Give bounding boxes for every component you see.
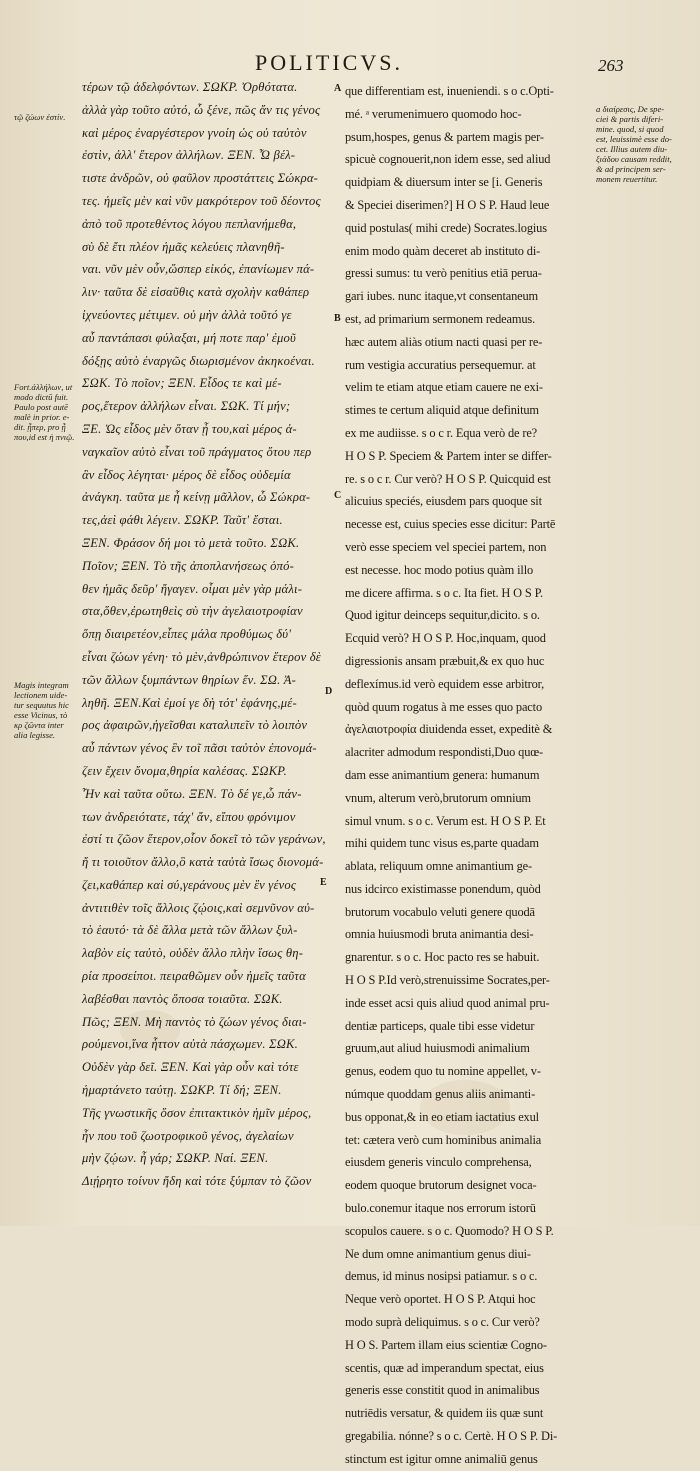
text-line: ὅπῃ διαιρετέον,εἶπες μάλα προθύμως δύ' <box>82 627 292 642</box>
text-line: ρία προσείποι. πειραθῶμεν οὖν ἡμεῖς ταῦτα <box>82 969 306 984</box>
text-line: malè in prior. e- <box>14 412 70 422</box>
text-line: ΣΩΚ. Τὸ ποῖον; ΞΕΝ. Εἶδος τε καὶ μέ- <box>82 376 282 391</box>
text-line: λιν· ταῦτα δὲ εἰσαῦθις κατὰ σχολὴν καθάπερ <box>82 285 310 300</box>
text-line: στα,ὅθεν,ἐρωτηθεὶς σὺ τὴν ἀγελαιοτροφίαν <box>82 604 303 619</box>
text-line: Διῄρητο τοίνυν ἤδη καὶ τότε ξύμπαν τὸ ζῶον <box>82 1174 312 1189</box>
text-line: ναι. νῦν μὲν οὖν,ὥσπερ εἰκός, ἐπανίωμεν πά- <box>82 262 315 277</box>
text-line: ἦν που τοῦ ζωοτροφικοῦ γένος, ἀγελαίων <box>82 1128 294 1143</box>
text-line: τῶν ἄλλων ξυμπάντων θηρίων ἕν. ΣΩ. Ἀ- <box>82 672 297 687</box>
text-line: εἶναι ζώων γένη· τὸ μὲν,ἀνθρώπινον ἕτερον δὲ <box>82 649 321 664</box>
running-title: POLITICVS. <box>255 50 403 75</box>
text-line: ἐστί τι ζῶον ἕτερον,οἷον δοκεῖ τὸ τῶν γεράνων, <box>82 832 326 847</box>
text-line: dam esse animantium genera: humanum <box>345 767 540 782</box>
text-line: ξιάδου causam reddit, <box>596 154 672 164</box>
text-line: ζειν ἔχειν ὄνομα,θηρία καλέσας. ΣΩΚΡ. <box>82 763 287 778</box>
text-line: Quod igitur deinceps sequitur,dicito. s o. <box>345 608 540 623</box>
text-line: Τῆς γνωστικῆς ὅσον ἐπιτακτικὸν ἡμῖν μέρος, <box>82 1105 312 1120</box>
text-line: mine. quod, si quod <box>596 124 664 134</box>
text-line: cet. Illius autem diu- <box>596 144 668 154</box>
text-line: gnarentur. s o c. Hoc pacto res se habuit. <box>345 950 540 965</box>
text-line: simul vnum. s o c. Verum est. H O S P. Et <box>345 813 546 828</box>
text-line: Fort.ἀλλήλων, ut <box>14 382 73 392</box>
text-line: κρ ζῶντα inter <box>14 720 64 730</box>
text-line: genus, eodem quo tu nomine appellet, v- <box>345 1064 541 1079</box>
text-line: quòd quum rogatus à me esses quo pacto <box>345 699 542 714</box>
text-line: gari iubes. nunc itaque,vt consentaneum <box>345 289 539 304</box>
section-marker-b: B <box>334 313 341 324</box>
text-line: dit. ᾗπερ, pro ᾗ <box>14 422 66 432</box>
page-number: 263 <box>598 56 624 75</box>
text-line: θεν ἡμᾶς δεῦρ' ἤγαγεν. οἶμαι μὲν γὰρ μάλι- <box>82 581 303 596</box>
text-line: digressionis ansam præbuit,& ex quo huc <box>345 653 545 668</box>
text-line: númque quoddam genus aliis animanti- <box>345 1087 536 1102</box>
text-line: H O S. Partem illam eius scientiæ Cogno- <box>345 1337 547 1352</box>
text-line: & ad principem ser- <box>596 164 666 174</box>
text-line: λαβὸν εἰς ταὐτὸ, οὐδὲν ἄλλο πλὴν ἴσως θη- <box>82 946 304 961</box>
text-line: re. s o c r. Cur verò? H O S P. Quicquid est <box>345 471 551 486</box>
text-line: monem reuertitur. <box>596 174 658 184</box>
text-line: ablata, reliquum omne animantium ge- <box>345 859 532 874</box>
text-line: generis esse constitit quod in animalibus <box>345 1383 540 1398</box>
text-line: alacriter admodum respondisti,Duo quœ- <box>345 745 544 760</box>
text-line: modo suprà deliquimus. s o c. Cur verò? <box>345 1315 540 1330</box>
text-line: bus opponat,& in eo etiam iactatius exul <box>345 1109 539 1124</box>
text-line: gruum,aut aliud huiusmodi animalium <box>345 1041 530 1056</box>
text-line: tur sequutus hic <box>14 700 69 710</box>
text-line: esse Vicinus, τὸ <box>14 710 68 720</box>
text-line: Ποῖον; ΞΕΝ. Τὸ τῆς ἀποπλανήσεως ὁπό- <box>82 558 295 573</box>
section-marker-c: C <box>334 490 342 501</box>
text-line: spicuè cognouerit,non idem esse, sed aliud <box>345 152 551 167</box>
text-line: Neque verò oportet. H O S P. Atqui hoc <box>345 1292 536 1307</box>
text-line: των ἀνδρειότατε, τάχ' ἄν, εἴπου φρόνιμον <box>82 809 296 824</box>
text-line: dentiæ particeps, quale tibi esse videtur <box>345 1018 535 1033</box>
text-line: vnum, alterum verò,brutorum omnium <box>345 790 531 805</box>
text-line: ἀπὸ τοῦ προτεθέντος λόγου πεπλανήμεθα, <box>82 216 297 231</box>
text-line: καὶ μέρος ἐναργέστερον γνοίη ὡς οὐ ταὐτὸν <box>82 125 307 140</box>
text-line: hæc autem aliàs otium nacti quasi per re- <box>345 334 543 349</box>
text-line: ἀντιτιθὲν τοῖς ἄλλοις ζῴοις,καὶ σεμνῦνον αὐ- <box>82 900 315 915</box>
text-line: Πῶς; ΞΕΝ. Μὴ παντὸς τὸ ζώων γένος διαι- <box>82 1014 307 1029</box>
text-line: velim te etiam atque etiam cauere ne exi- <box>345 380 543 395</box>
text-line: ρος,ἕτερον ἀλλήλων εἶναι. ΣΩΚ. Τί μήν; <box>82 399 291 414</box>
text-line: H O S P.Id verò,strenuissime Socrates,per- <box>345 973 550 988</box>
text-line: mihi quidem tunc visus es,parte quadam <box>345 836 539 851</box>
text-line: quid postulas( mihi crede) Socrates.logius <box>345 220 547 235</box>
text-line: eodem quoque brutorum designet voca- <box>345 1178 537 1193</box>
text-line: ἰχνεύοντες μέτιμεν. οὐ μὴν ἀλλὰ τοῦτό γε <box>82 307 292 322</box>
text-line: nus idcirco existimasse ponendum, quòd <box>345 881 541 896</box>
text-line: Ne dum omne animantium genus diui- <box>345 1246 531 1261</box>
text-line: Οὐδὲν γὰρ δεῖ. ΞΕΝ. Καὶ γὰρ οὖν καὶ τότε <box>82 1060 299 1075</box>
text-line: τέρων τῷ ἀδελφόντων. ΣΩΚΡ. Ὀρθότατα. <box>82 80 298 94</box>
text-line: mé. ᵃ verumenimuero quomodo hoc- <box>345 106 522 121</box>
text-line: quidpiam & diuersum inter se [i. Generis <box>345 175 543 190</box>
text-line: nutriēdis versatur, & quidem iis quæ sunt <box>345 1406 544 1421</box>
text-line: lectionem uide- <box>14 690 68 700</box>
text-line: ζει,καθάπερ καὶ σύ,γεράνους μὲν ἓν γένος <box>82 877 297 892</box>
text-line: stinctum est igitur omne animaliū genus <box>345 1451 538 1466</box>
text-line: enim modo quàm deceret ab instituto di- <box>345 243 541 258</box>
text-line: bulo.conemur itaque nos errorum istorū <box>345 1201 536 1216</box>
text-line: τιστε ἀνδρῶν, οὐ φαῦλον προστάττεις Σώκρα- <box>82 171 319 186</box>
text-line: psum,hospes, genus & partem magis per- <box>345 129 544 144</box>
text-line: & Speciei diserimen?] H O S P. Haud leue <box>345 197 550 212</box>
text-line: ἤ τι τοιοῦτον ἄλλο,ὃ κατὰ ταὐτὰ ἴσως διονομά- <box>82 855 324 870</box>
text-line: brutorum vocabulo veluti genere quodā <box>345 904 535 919</box>
text-line: demus, id minus nosipsi patiamur. s o c. <box>345 1269 538 1284</box>
text-line: ex me audiisse. s o c r. Equa verò de re? <box>345 425 538 440</box>
text-line: scopulos cauere. s o c. Quomodo? H O S P. <box>345 1223 554 1238</box>
text-line: ληθῆ. ΞΕΝ.Καὶ ἐμοί γε δὴ τότ' ἐφάνης,μέ- <box>82 695 297 710</box>
text-line: modo dictū fuit. <box>14 392 69 402</box>
text-line: necesse est, cuius species esse dicitur: Partē <box>345 517 556 532</box>
text-line: δόξῃς αὐτὸ ἐναργῶς διωρισμένον ἀκηκοέναι. <box>82 353 315 368</box>
text-line: eiusdem generis vinculo comprehensa, <box>345 1155 532 1170</box>
text-line: alicuius speciés, eiusdem pars quoque sit <box>345 494 542 509</box>
text-line: alia legisse. <box>14 730 56 740</box>
text-line: αὖ πάντων γένος ἓν τοῖ πᾶσι ταὐτὸν ἐπονομά- <box>82 741 317 756</box>
text-line: est, ad primarium sermonem redeamus. <box>345 311 536 326</box>
text-line: ΞΕΝ. Φράσον δή μοι τὸ μετὰ τοῦτο. ΣΩΚ. <box>82 535 300 550</box>
text-line: Ἦν καὶ ταῦτα οὕτω. ΞΕΝ. Τὸ δέ γε,ὦ πάν- <box>82 786 302 801</box>
left-margin-note <box>14 112 84 126</box>
text-line: est necesse. hoc modo potius quàm illo <box>345 562 534 577</box>
section-marker-e: E <box>320 877 327 888</box>
text-line: ἀγελαιοτροφία diuidenda esset, expeditè & <box>345 722 553 737</box>
text-line: gressi sumus: tu verò penitius etiā perua- <box>345 266 542 281</box>
text-line: ρούμενοι,ἵνα ἧττον αὐτὰ πάσχωμεν. ΣΩΚ. <box>82 1037 298 1052</box>
text-line: σὺ δὲ ἔτι πλέον ἡμᾶς κελεύεις πλανηθῆ- <box>82 239 285 254</box>
text-line: τες. ἡμεῖς μὲν καὶ νῦν μακρότερον τοῦ δέοντος <box>82 193 321 208</box>
text-line: ΞΕ. Ὡς εἶδος μὲν ὅταν ᾖ του,καὶ μέρος ἀ- <box>82 421 297 436</box>
text-line: ρος ἀφαιρῶν,ἡγεῖσθαι καταλιπεῖν τὸ λοιπὸν <box>82 718 308 733</box>
text-line: scentis, quæ ad imperandum spectat, eius <box>345 1360 544 1375</box>
text-line: αὖ παντάπασι φύλαξαι, μή ποτε παρ' ἐμοῦ <box>82 330 296 345</box>
text-line: λαβέσθαι παντὸς ὅποσα τοιαῦτα. ΣΩΚ. <box>82 991 283 1006</box>
text-line: τες,ἀεὶ φάθι λέγειν. ΣΩΚΡ. Ταῦτ' ἔσται. <box>82 513 283 528</box>
text-line: deflexímus.id verò equidem esse arbitror, <box>345 676 545 691</box>
text-line: τὸ ἑαυτό· τὰ δὲ ἄλλα μετὰ τῶν ἄλλων ξυλ- <box>82 923 298 938</box>
text-line: a διαίρεσις, De spe- <box>596 104 665 114</box>
text-line: verò esse speciem vel speciei partem, non <box>345 539 547 554</box>
text-line: Magis integram <box>14 680 69 690</box>
text-line: ciei & partis diferi- <box>596 114 664 124</box>
text-line: ἀλλὰ γὰρ τοῦτο αὐτό, ὦ ξένε, πῶς ἄν τις γένος <box>82 102 321 117</box>
text-line: stimes te certum aliquid atque definitum <box>345 403 539 418</box>
text-line: Paulo post autē <box>14 402 68 412</box>
text-line: gregabilia. nónne? s o c. Certè. H O S P. Di- <box>345 1429 558 1444</box>
text-line: est, leuissimè esse do- <box>596 134 672 144</box>
text-line: ἡμαρτάνετο ταύτῃ. ΣΩΚΡ. Τί δή; ΞΕΝ. <box>82 1083 282 1098</box>
text-line: ἂν εἶδος λέγηται· μέρος δὲ εἶδος οὐδεμία <box>82 467 291 482</box>
text-line: que differentiam est, inueniendi. s o c.Opti- <box>345 84 554 98</box>
text-line: inde esset acsi quis aliud quod animal pru- <box>345 995 550 1010</box>
left-margin-note <box>14 680 84 744</box>
left-margin-note <box>14 382 84 446</box>
right-margin-note <box>596 104 696 190</box>
text-line: τῷ ζώων ἐστίν. <box>14 112 66 122</box>
text-line: tet: cætera verò cum hominibus animalia <box>345 1132 542 1147</box>
text-line: ἐστὶν, ἀλλ' ἕτερον ἀλλήλων. ΞΕΝ. Ὦ βέλ- <box>82 148 296 163</box>
text-line: ναγκαῖον αὐτὸ εἶναι τοῦ πράγματος ὅτου περ <box>82 444 312 459</box>
section-marker-d: D <box>325 686 333 697</box>
text-line: που,id est ἡ πνιῷ. <box>14 432 75 442</box>
greek-text-column <box>82 76 334 1189</box>
text-line: me dicere affirma. s o c. Ita fiet. H O S P. <box>345 585 543 600</box>
text-line: rum vestigia accuratius persequemur. at <box>345 357 536 372</box>
text-line: H O S P. Speciem & Partem inter se differ- <box>345 448 552 463</box>
text-line: μὴν ζῴων. ἦ γάρ; ΣΩΚΡ. Ναί. ΞΕΝ. <box>82 1151 269 1166</box>
text-line: ἀνάγκη. ταῦτα με ἦ κείνῃ μᾶλλον, ὦ Σώκρα- <box>82 490 311 505</box>
text-line: Ecquid verò? H O S P. Hoc,inquam, quod <box>345 631 546 646</box>
section-marker-a: A <box>334 83 342 94</box>
latin-text-column <box>345 80 563 1466</box>
text-line: omnia huiusmodi bruta animantia desi- <box>345 927 534 942</box>
